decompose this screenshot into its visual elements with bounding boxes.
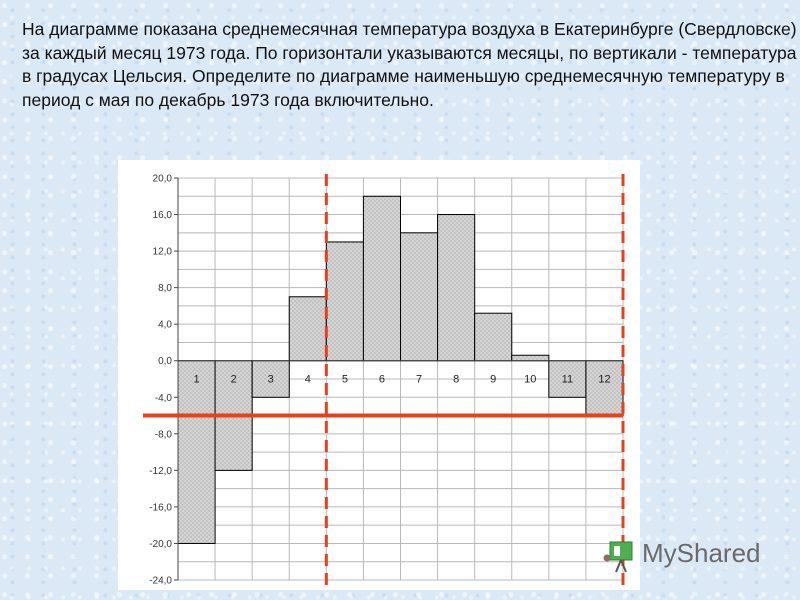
bar-month-12 bbox=[586, 361, 623, 416]
bar-month-10 bbox=[512, 355, 549, 360]
month-label: 5 bbox=[341, 373, 348, 386]
bar-month-1 bbox=[178, 361, 215, 544]
presentation-icon bbox=[602, 536, 636, 576]
y-tick-label: -24,0 bbox=[149, 575, 172, 587]
month-label: 1 bbox=[193, 373, 200, 386]
bar-month-6 bbox=[363, 196, 400, 360]
chart-panel bbox=[118, 160, 640, 590]
y-tick-label: -16,0 bbox=[149, 502, 172, 514]
y-tick-label: 12,0 bbox=[152, 246, 172, 258]
bar-month-7 bbox=[401, 233, 438, 361]
month-label: 11 bbox=[561, 373, 574, 386]
y-tick-label: 20,0 bbox=[152, 173, 172, 185]
y-tick-label: -12,0 bbox=[149, 465, 172, 477]
watermark-text: MyShared bbox=[642, 538, 761, 568]
month-label: 3 bbox=[267, 373, 274, 386]
y-tick-label: 0,0 bbox=[158, 356, 172, 368]
bar-month-8 bbox=[438, 215, 475, 361]
month-label: 4 bbox=[304, 373, 311, 386]
temperature-bar-chart bbox=[118, 160, 640, 590]
y-tick-label: 8,0 bbox=[158, 283, 172, 295]
task-text: На диаграмме показана среднемесячная температура воздуха в Екатеринбурге (Свердловске) за каждый месяц 1973 года. По горизонтали указываются месяцы, по вертикали - температура в градусах Цельсия. Определите по диаграмме наименьшую среднемесячную температуру в период с мая по декабрь 1973 года включительно. bbox=[22, 19, 797, 110]
y-tick-label: -4,0 bbox=[154, 392, 172, 404]
month-label: 12 bbox=[598, 373, 611, 386]
bar-month-5 bbox=[326, 242, 363, 361]
month-label: 8 bbox=[453, 373, 460, 386]
month-label: 6 bbox=[378, 373, 386, 386]
y-tick-label: -8,0 bbox=[154, 429, 172, 441]
watermark-logo bbox=[602, 536, 782, 576]
y-tick-label: 16,0 bbox=[152, 210, 172, 222]
month-label: 9 bbox=[490, 373, 497, 386]
month-label: 2 bbox=[230, 373, 237, 386]
month-label: 7 bbox=[415, 373, 423, 386]
y-tick-label: 4,0 bbox=[158, 319, 172, 331]
bar-month-4 bbox=[289, 297, 326, 361]
y-tick-label: -20,0 bbox=[149, 538, 172, 550]
month-label: 10 bbox=[524, 373, 537, 386]
bar-month-9 bbox=[475, 313, 512, 361]
